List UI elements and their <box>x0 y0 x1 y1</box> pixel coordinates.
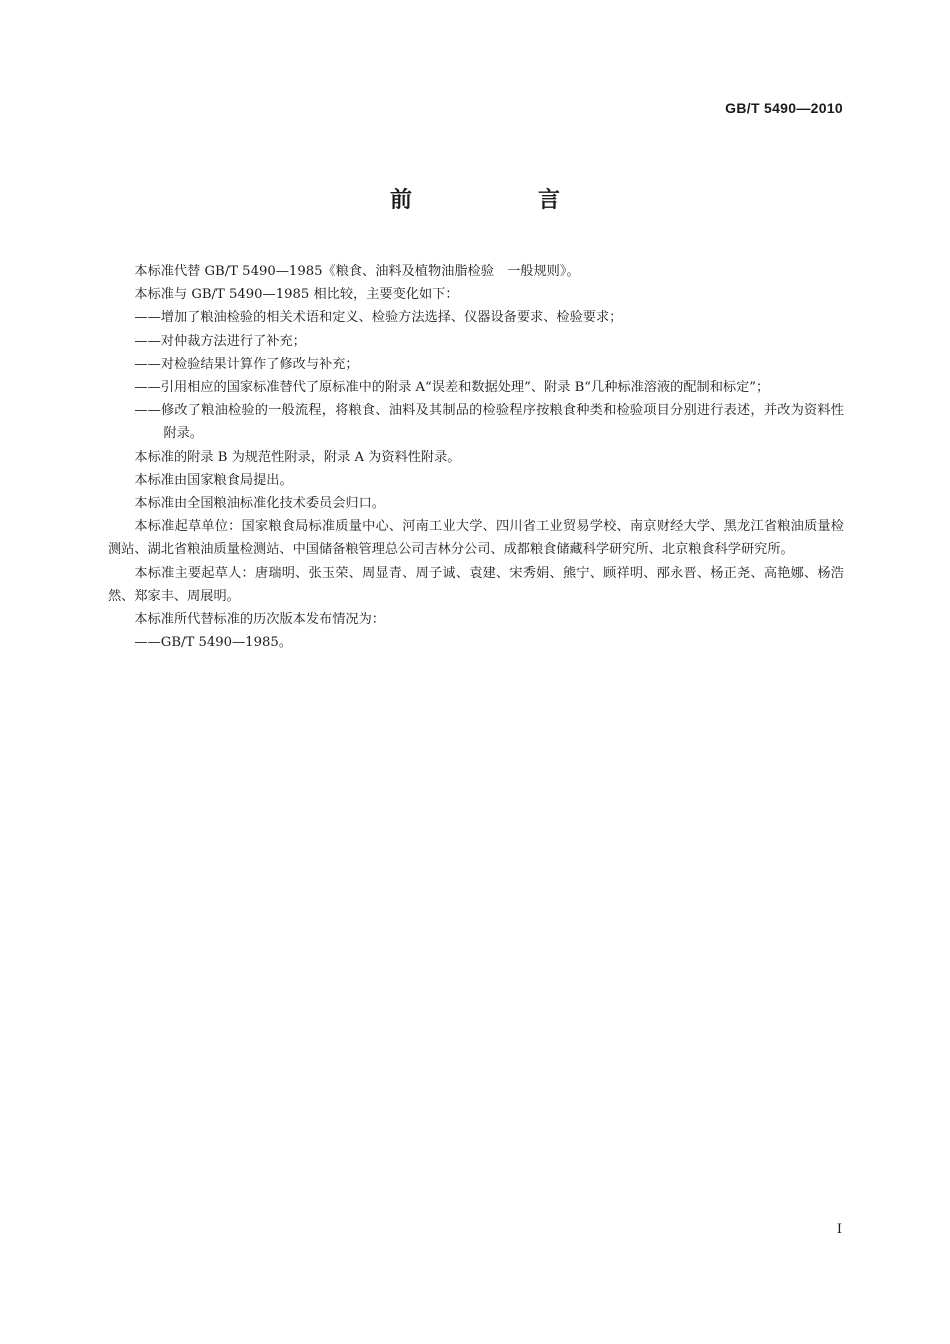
page-number: I <box>836 1222 842 1237</box>
paragraph-drafting-units: 本标准起草单位：国家粮食局标准质量中心、河南工业大学、四川省工业贸易学校、南京财经大学、黑龙江省粮油质量检测站、湖北省粮油质量检测站、中国储备粮管理总公司吉林分公司、成都粮食储藏科学研究所、北京粮食科学研究所。 <box>108 519 844 558</box>
paragraph-drafters: 本标准主要起草人：唐瑞明、张玉荣、周显青、周子诚、袁建、宋秀娟、熊宁、顾祥明、邴永晋、杨正尧、高艳娜、杨浩然、郑家丰、周展明。 <box>108 565 844 604</box>
page-title: 前 言 <box>389 188 612 213</box>
paragraph-proposed-by: 本标准由国家粮食局提出。 <box>134 472 293 488</box>
change-item: ——对仲裁方法进行了补充； <box>134 333 306 349</box>
foreword-body <box>108 260 844 654</box>
history-item: ——GB/T 5490—1985。 <box>134 635 292 651</box>
change-item: ——修改了粮油检验的一般流程，将粮食、油料及其制品的检验程序按粮食种类和检验项目分别进行表述，并改为资料性附录。 <box>134 403 844 442</box>
paragraph-administered-by: 本标准由全国粮油标准化技术委员会归口。 <box>134 496 385 512</box>
paragraph-replaces: 本标准代替 GB/T 5490—1985《粮食、油料及植物油脂检验 一般规则》。 <box>134 264 580 279</box>
paragraph-history-intro: 本标准所代替标准的历次版本发布情况为： <box>134 612 385 628</box>
paragraph-annexes: 本标准的附录 B 为规范性附录，附录 A 为资料性附录。 <box>134 449 461 465</box>
change-item: ——增加了粮油检验的相关术语和定义、检验方法选择、仪器设备要求、检验要求； <box>134 310 623 326</box>
change-item: ——引用相应的国家标准替代了原标准中的附录 A“误差和数据处理”、附录 B“几种标准溶液的配制和标定”； <box>134 380 770 396</box>
paragraph-changes-intro: 本标准与 GB/T 5490—1985 相比较，主要变化如下： <box>134 287 459 303</box>
standard-code: GB/T 5490—2010 <box>725 100 843 116</box>
change-item: ——对检验结果计算作了修改与补充； <box>134 356 359 372</box>
